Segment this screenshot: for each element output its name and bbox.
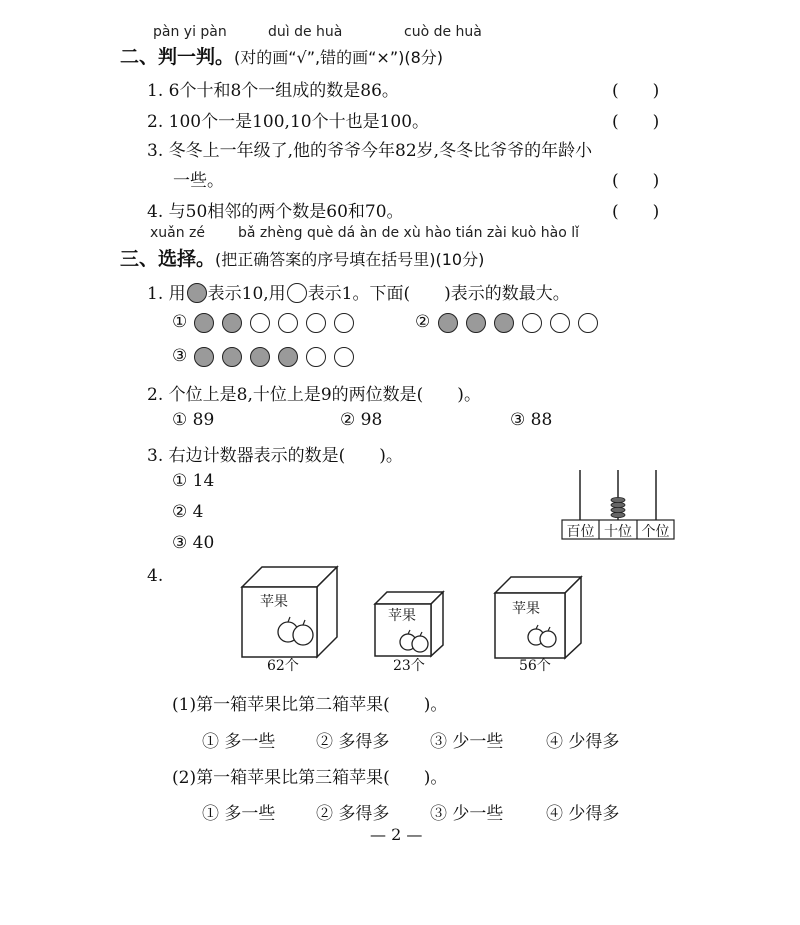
- section2-heading: [120, 42, 443, 69]
- q2-option-1[interactable]: ① 89: [172, 410, 215, 430]
- item-text: 6个十和8个一组成的数是86。: [168, 81, 399, 101]
- item-number: 2.: [147, 112, 164, 132]
- gray-bead-icon: [222, 347, 242, 367]
- gray-bead-icon: [250, 347, 270, 367]
- q2-option-3[interactable]: ③ 88: [510, 410, 553, 430]
- q4-sub-1: (1)第一箱苹果比第二箱苹果( )。: [172, 695, 448, 715]
- gray-bead-icon: [194, 347, 214, 367]
- q1-option-1-label[interactable]: ①: [172, 312, 188, 332]
- question-number: 2.: [147, 385, 164, 405]
- tens-beads: [611, 497, 625, 517]
- q3-option-1[interactable]: ① 14: [172, 471, 215, 491]
- pinyin-dui-de-hua: duì de huà: [268, 24, 343, 40]
- white-bead-icon: [278, 313, 298, 333]
- white-bead-icon: [250, 313, 270, 333]
- q1-option-3-label[interactable]: ③: [172, 346, 188, 366]
- q4-sub-2: (2)第一箱苹果比第三箱苹果( )。: [172, 768, 448, 788]
- item-number: 1.: [147, 81, 164, 101]
- apple-box-1: [240, 565, 340, 660]
- white-bead-icon: [306, 313, 326, 333]
- abacus-label-ones: 个位: [641, 524, 670, 540]
- judge-item-3-cont: 一些。: [173, 171, 224, 191]
- question-number: 3.: [147, 446, 164, 466]
- pinyin-cuo-de-hua: cuò de huà: [404, 24, 482, 40]
- item-text: 与50相邻的两个数是60和70。: [168, 202, 404, 222]
- abacus-bead: [611, 512, 625, 517]
- section3-title: 三、选择。: [120, 248, 216, 270]
- section3-instruction: (把正确答案的序号填在括号里)(10分): [215, 250, 485, 269]
- judge-item-4: [147, 197, 404, 222]
- gray-bead-icon: [278, 347, 298, 367]
- answer-paren-3[interactable]: ( ): [612, 171, 660, 191]
- question-text: 表示10,用: [207, 284, 286, 304]
- box-3-count: 56个: [519, 658, 551, 674]
- q4-sub-2-choice-1[interactable]: ① 多一些: [202, 804, 276, 824]
- judge-item-3: [147, 136, 592, 161]
- white-bead-icon: [522, 313, 542, 333]
- box-1-count: 62个: [267, 658, 299, 674]
- question-text: 右边计数器表示的数是( )。: [168, 446, 403, 466]
- box-3-label: 苹果: [512, 601, 540, 617]
- abacus-bead: [611, 502, 625, 507]
- q1-option-2-label[interactable]: ②: [415, 312, 431, 332]
- q4-sub-2-choice-2[interactable]: ② 多得多: [316, 804, 390, 824]
- answer-paren-1[interactable]: ( ): [612, 81, 660, 101]
- item-text: 100个一是100,10个十也是100。: [168, 112, 430, 132]
- box-2-count: 23个: [393, 658, 425, 674]
- question-text: 表示1。下面( )表示的数最大。: [307, 284, 570, 304]
- answer-paren-2[interactable]: ( ): [612, 112, 660, 132]
- q4-sub-1-choice-4[interactable]: ④ 少得多: [546, 732, 620, 752]
- judge-item-1: [147, 76, 399, 101]
- q4-sub-2-choice-4[interactable]: ④ 少得多: [546, 804, 620, 824]
- white-bead-icon: [578, 313, 598, 333]
- apple-box-3: [493, 575, 583, 660]
- question-4-number: 4.: [147, 566, 164, 586]
- judge-item-2: [147, 107, 429, 132]
- item-text: 冬冬上一年级了,他的爷爷今年82岁,冬冬比爷爷的年龄小: [168, 141, 593, 161]
- answer-paren-4[interactable]: ( ): [612, 202, 660, 222]
- apple-box-2: [373, 590, 445, 658]
- pinyin-instruction: bǎ zhèng què dá àn de xù hào tián zài kuò hào lǐ: [238, 225, 579, 241]
- question-number: 1.: [147, 284, 164, 304]
- box-1-label: 苹果: [260, 594, 288, 610]
- question-3: [147, 441, 403, 466]
- section2-instruction: (对的画“√”,错的画“×”)(8分): [234, 48, 444, 67]
- q3-option-3[interactable]: ③ 40: [172, 533, 215, 553]
- q4-sub-1-choice-2[interactable]: ② 多得多: [316, 732, 390, 752]
- abacus-figure: [560, 468, 676, 540]
- box-2-label: 苹果: [388, 608, 416, 624]
- gray-bead-icon: [494, 313, 514, 333]
- q4-sub-2-choice-3[interactable]: ③ 少一些: [430, 804, 504, 824]
- gray-bead-icon: [438, 313, 458, 333]
- section2-title: 二、判一判。: [120, 46, 235, 68]
- q4-sub-1-choice-1[interactable]: ① 多一些: [202, 732, 276, 752]
- abacus-label-tens: 十位: [604, 524, 632, 540]
- question-text: 用: [168, 284, 186, 304]
- gray-bead-icon: [194, 313, 214, 333]
- white-bead-icon: [550, 313, 570, 333]
- abacus-bead: [611, 497, 625, 502]
- q4-sub-1-choice-3[interactable]: ③ 少一些: [430, 732, 504, 752]
- gray-bead-icon: [466, 313, 486, 333]
- question-text: 个位上是8,十位上是9的两位数是( )。: [168, 385, 481, 405]
- box-1-drawing: [240, 565, 340, 660]
- item-number: 4.: [147, 202, 164, 222]
- pinyin-pan-yi-pan: pàn yi pàn: [153, 24, 227, 40]
- question-2: [147, 380, 481, 405]
- gray-bead-icon: [187, 283, 207, 303]
- white-bead-icon: [306, 347, 326, 367]
- white-bead-icon: [287, 283, 307, 303]
- question-1: [147, 279, 570, 304]
- abacus-label-hundreds: 百位: [566, 524, 595, 540]
- white-bead-icon: [334, 313, 354, 333]
- q2-option-2[interactable]: ② 98: [340, 410, 383, 430]
- section3-heading: [120, 244, 484, 271]
- page-number: — 2 —: [370, 825, 423, 844]
- q3-option-2[interactable]: ② 4: [172, 502, 204, 522]
- white-bead-icon: [334, 347, 354, 367]
- gray-bead-icon: [222, 313, 242, 333]
- abacus-bead: [611, 507, 625, 512]
- pinyin-xuan-ze: xuǎn zé: [150, 225, 206, 241]
- item-number: 3.: [147, 141, 164, 161]
